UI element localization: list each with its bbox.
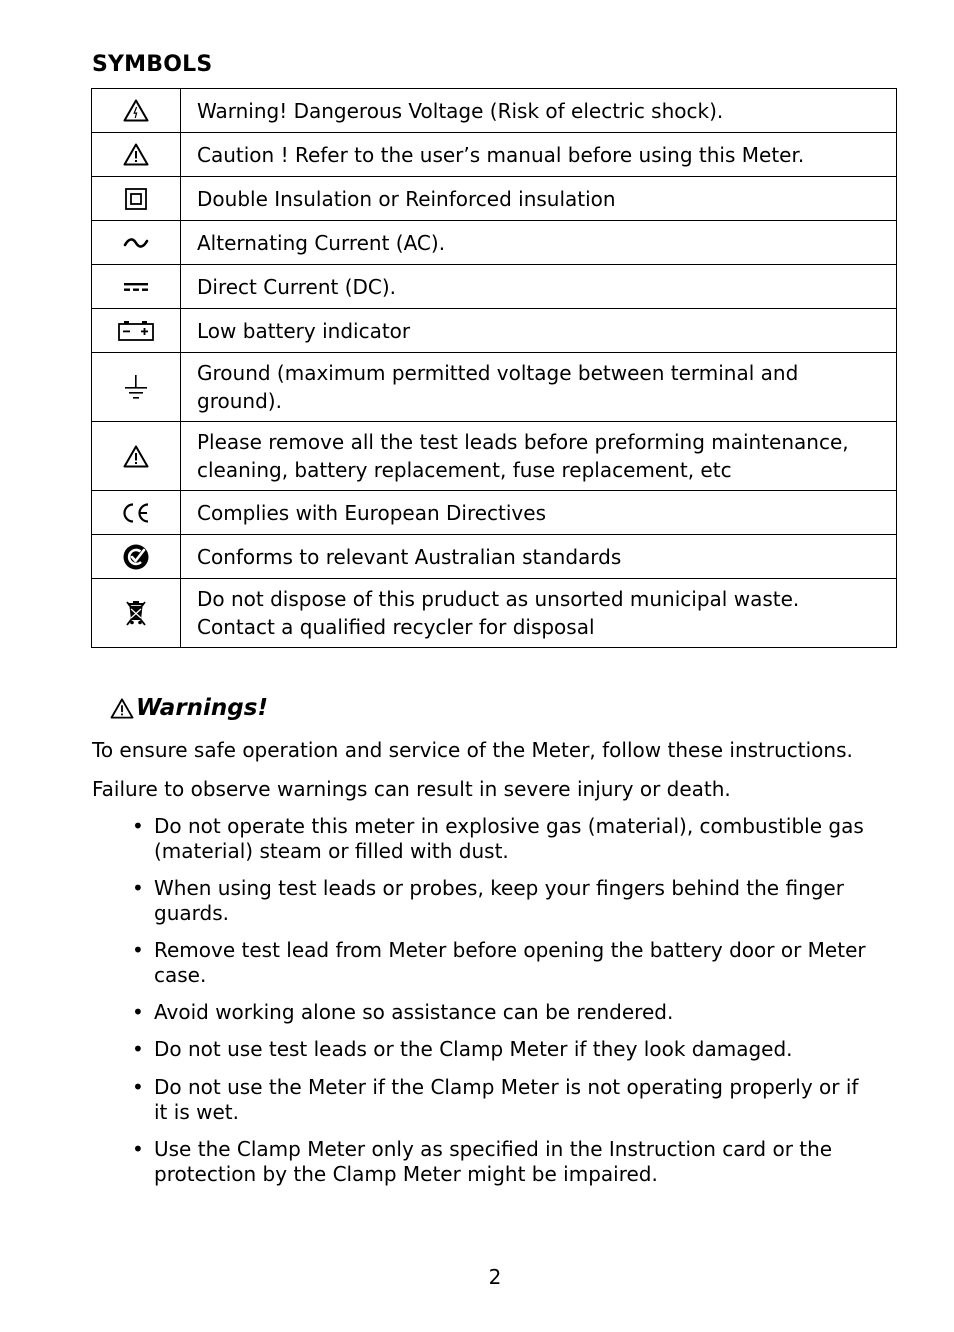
warning-bolt-icon bbox=[123, 99, 149, 122]
list-item: • Do not operate this meter in explosive gas (material), combustible gas (material) steam or filled with dust. bbox=[132, 814, 864, 863]
bullet-icon: • bbox=[132, 1037, 144, 1061]
weee-bin-icon bbox=[125, 599, 147, 627]
table-row bbox=[92, 89, 897, 133]
table-row bbox=[92, 309, 897, 353]
table-row bbox=[92, 579, 897, 648]
battery-icon bbox=[118, 320, 154, 342]
caution-icon bbox=[123, 445, 149, 468]
caution-icon bbox=[110, 698, 134, 719]
ground-icon bbox=[124, 374, 148, 400]
warnings-intro: Failure to observe warnings can result in severe injury or death. bbox=[92, 777, 731, 801]
list-item: • Remove test lead from Meter before opening the battery door or Meter case. bbox=[132, 938, 866, 987]
table-row bbox=[92, 535, 897, 579]
table-row bbox=[92, 221, 897, 265]
table-row bbox=[92, 133, 897, 177]
symbol-description: Low battery indicator bbox=[197, 318, 411, 343]
symbol-description: cleaning, battery replacement, fuse replacement, etc bbox=[197, 458, 732, 482]
warnings-heading bbox=[110, 695, 268, 721]
symbol-description: Conforms to relevant Australian standards bbox=[197, 544, 622, 569]
warnings-list bbox=[130, 814, 900, 1187]
symbol-description: Direct Current (DC). bbox=[197, 274, 397, 299]
symbol-description: Warning! Dangerous Voltage (Risk of electric shock). bbox=[197, 98, 724, 123]
symbol-description: Contact a qualified recycler for disposal bbox=[197, 615, 595, 639]
symbol-description: Alternating Current (AC). bbox=[197, 230, 446, 255]
ac-icon bbox=[123, 237, 149, 249]
warnings-title: Warnings! bbox=[136, 695, 268, 721]
symbol-description: Complies with European Directives bbox=[197, 500, 546, 525]
table-row bbox=[92, 353, 897, 422]
bullet-icon: • bbox=[132, 1075, 144, 1099]
warnings-intro: To ensure safe operation and service of the Meter, follow these instructions. bbox=[92, 738, 853, 762]
bullet-icon: • bbox=[132, 876, 144, 900]
symbol-description: Ground (maximum permitted voltage between terminal and bbox=[197, 361, 799, 385]
bullet-icon: • bbox=[132, 1000, 144, 1024]
symbol-description: ground). bbox=[197, 389, 282, 413]
c-tick-icon bbox=[123, 544, 149, 570]
page-number: 2 bbox=[488, 1265, 502, 1289]
symbols-table bbox=[91, 88, 897, 648]
bullet-icon: • bbox=[132, 1137, 144, 1161]
double-insulation-icon bbox=[125, 188, 147, 210]
caution-icon bbox=[123, 143, 149, 166]
table-row bbox=[92, 491, 897, 535]
symbol-description: Caution ! Refer to the user’s manual before using this Meter. bbox=[197, 142, 805, 167]
symbol-description: Do not dispose of this pruduct as unsorted municipal waste. bbox=[197, 587, 800, 611]
symbol-description: Double Insulation or Reinforced insulation bbox=[197, 186, 616, 211]
table-row bbox=[92, 422, 897, 491]
list-item: • Do not use the Meter if the Clamp Meter is not operating properly or if it is wet. bbox=[132, 1075, 859, 1124]
section-title: SYMBOLS bbox=[92, 52, 213, 77]
bullet-icon: • bbox=[132, 938, 144, 962]
dc-icon bbox=[123, 281, 149, 293]
list-item: • When using test leads or probes, keep your fingers behind the finger guards. bbox=[132, 876, 844, 925]
symbol-description: Please remove all the test leads before preforming maintenance, bbox=[197, 430, 849, 454]
ce-mark-icon bbox=[121, 502, 151, 524]
table-row bbox=[92, 265, 897, 309]
table-row bbox=[92, 177, 897, 221]
list-item: • Avoid working alone so assistance can be rendered. bbox=[132, 1000, 674, 1024]
list-item: • Use the Clamp Meter only as specified in the Instruction card or the protection by the Clamp Meter might be impaired. bbox=[132, 1137, 833, 1186]
list-item: • Do not use test leads or the Clamp Meter if they look damaged. bbox=[132, 1037, 793, 1061]
bullet-icon: • bbox=[132, 814, 144, 838]
